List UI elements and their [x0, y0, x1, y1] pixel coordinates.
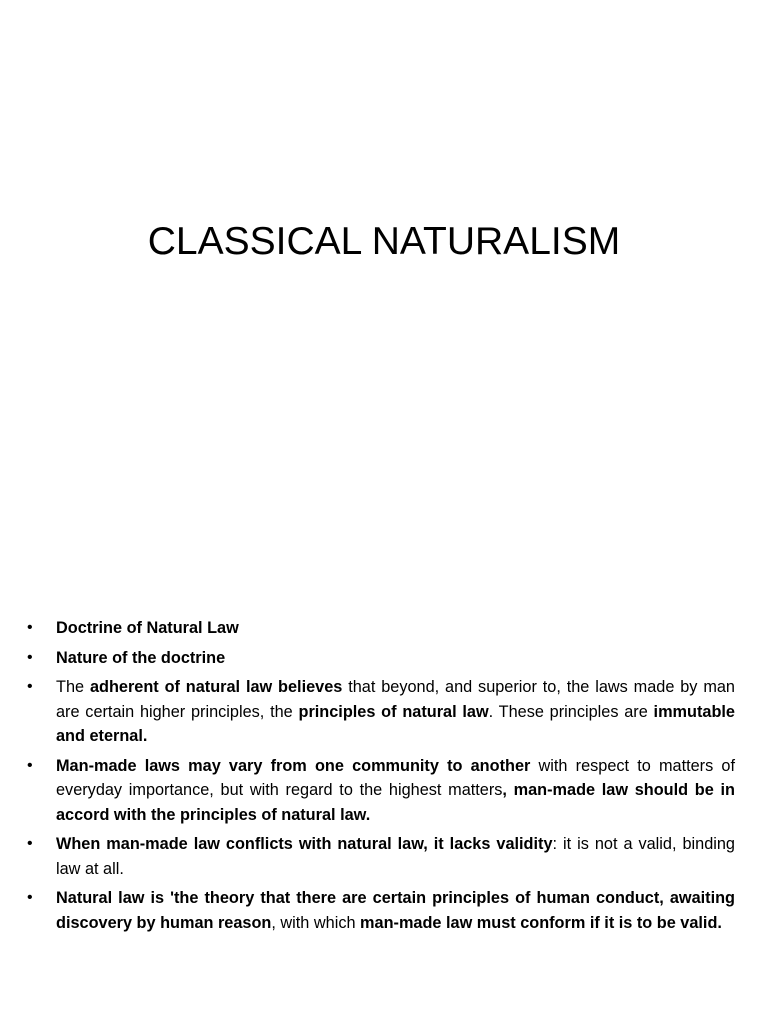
bullet-text-bold: , man-made law should be in accord with the principles of natural law. [56, 781, 735, 824]
bullet-text: The [56, 678, 90, 696]
bullet-text-bold: Nature of the doctrine [56, 648, 226, 667]
bullet-item [27, 886, 735, 935]
slide-title: CLASSICAL NATURALISM [147, 220, 621, 263]
bullet-text-bold: When man-made law conflicts with natural law, it lacks validity [56, 835, 553, 853]
bullet-text: . These principles are [488, 702, 654, 721]
bullet-item [27, 646, 735, 671]
bullet-text-bold: principles of natural law [298, 702, 489, 721]
bullet-list [27, 616, 735, 940]
bullet-text-bold: Man-made laws may vary from one community to another [56, 756, 531, 775]
bullet-text-bold: man-made law must conform if it is to be valid. [360, 913, 722, 932]
bullet-item [27, 832, 735, 881]
bullet-text: , with which [271, 913, 361, 932]
bullet-text-bold: adherent of natural law believes [89, 678, 343, 696]
bullet-item [27, 675, 735, 749]
bullet-text: : it is not a valid, binding law at all. [56, 835, 735, 878]
bullet-text-bold: Doctrine of Natural Law [56, 619, 239, 637]
bullet-item [27, 754, 735, 828]
bullet-text: that beyond, and superior to, the laws made by man are certain higher principles, the [56, 678, 735, 721]
bullet-text: with respect to matters of everyday importance, but with regard to the highest matters [56, 756, 735, 799]
bullet-text-bold: immutable and eternal. [56, 702, 735, 745]
bullet-item [27, 616, 735, 641]
bullet-text-bold: Natural law is 'the theory that there are certain principles of human conduct, awaiting discovery by human reason [56, 889, 735, 932]
